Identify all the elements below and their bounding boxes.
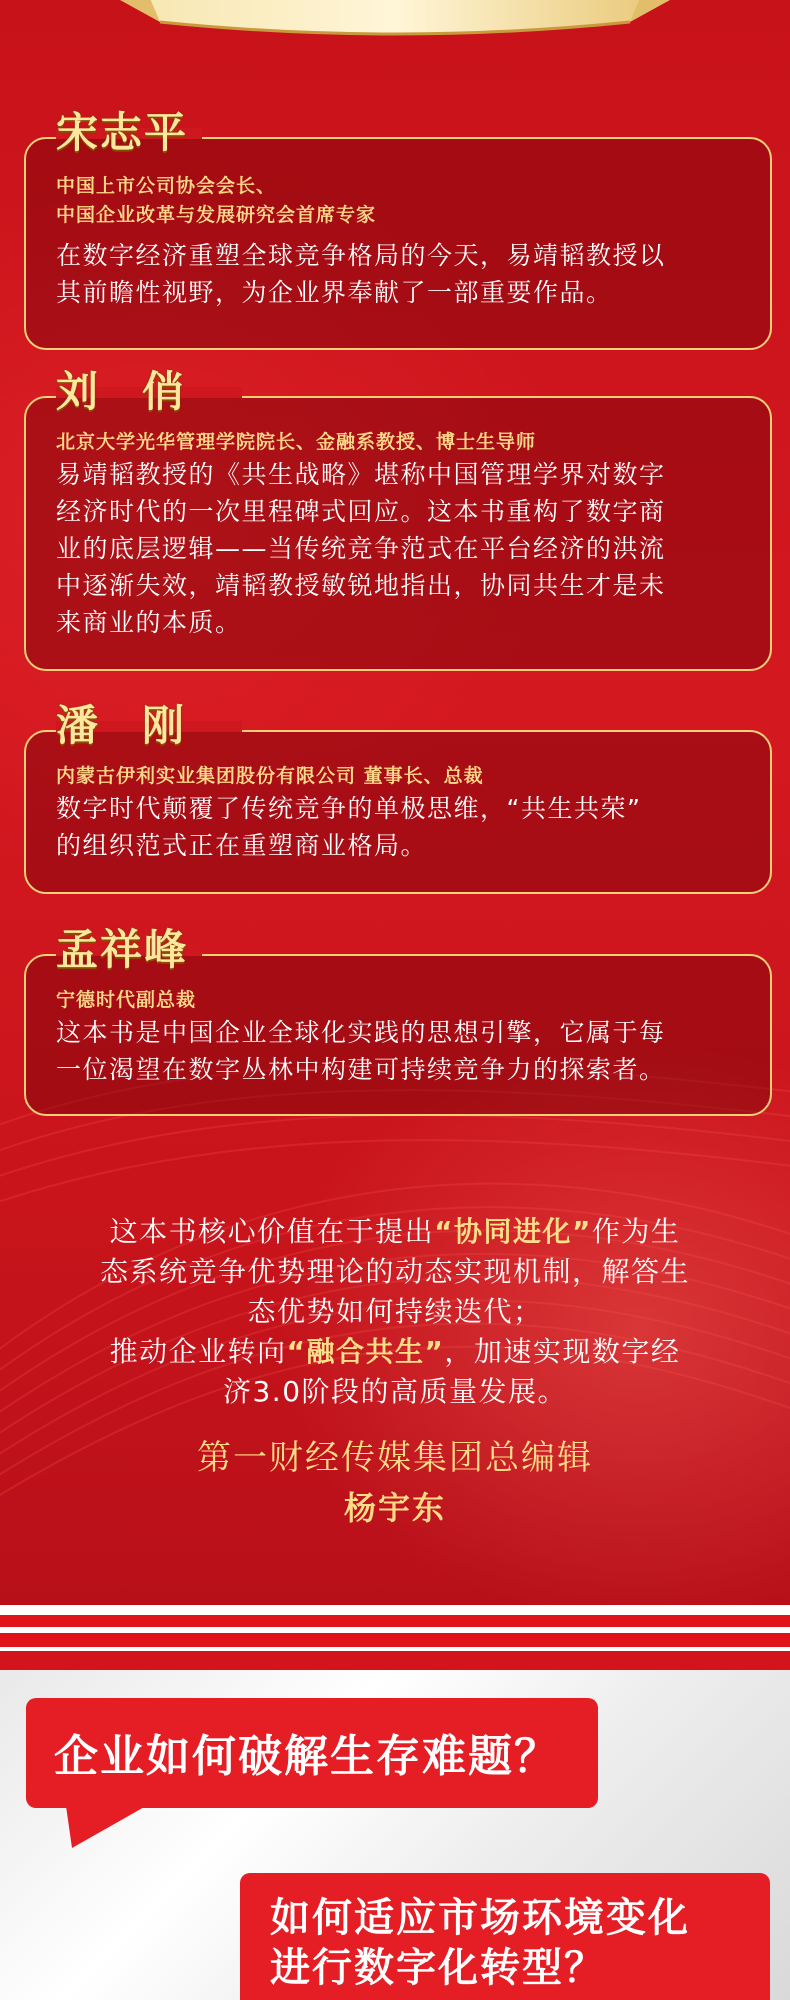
testimonial-name: 潘刚 [56,696,242,756]
testimonial-name: 刘俏 [56,362,242,422]
testimonial-title: 中国企业改革与发展研究会首席专家 [56,204,377,226]
speech-tail [66,1806,146,1848]
editor-name: 杨宇东 [343,1489,446,1527]
testimonial-body: 易靖韬教授的《共生战略》堪称中国管理学界对数字 经济时代的一次里程碑式回应。这本书重构了数字商 业的底层逻辑——当传统竞争范式在平台经济的洪流 中逐渐失效，靖韬教授敏锐地指出，协同共生才是未 来商业的本质。 [56,460,666,637]
testimonial-title: 中国上市公司协会会长、 [56,175,277,197]
editor-role: 第一财经传媒集团总编辑 [197,1438,593,1478]
testimonial-card-4 [24,925,772,1116]
divider-stripe [0,1651,790,1670]
summary-line: 推动企业转向“融合共生”，加速实现数字经 [109,1335,681,1368]
summary-line: 济3.0阶段的高质量发展。 [222,1375,568,1408]
summary-line: 这本书核心价值在于提出“协同进化”作为生 [109,1215,681,1248]
testimonial-title: 宁德时代副总裁 [56,989,197,1011]
question-text: 企业如何破解生存难题？ [54,1731,560,1782]
question-section [0,1670,790,2000]
testimonial-body: 数字时代颠覆了传统竞争的单极思维，“共生共荣” 的组织范式正在重塑商业格局。 [56,794,642,860]
testimonial-title: 内蒙古伊利实业集团股份有限公司 董事长、总裁 [56,765,484,787]
gold-scroll-banner-bottom [120,0,670,52]
summary-line: 态系统竞争优势理论的动态实现机制，解答生 [99,1255,690,1288]
divider-stripe [0,1605,790,1615]
question-bubble-2 [240,1873,770,2000]
testimonial-name: 孟祥峰 [56,920,202,980]
summary-line: 态优势如何持续迭代； [247,1295,543,1328]
question-text: 进行数字化转型？ [270,1945,606,1991]
testimonial-title: 北京大学光华管理学院院长、金融系教授、博士生导师 [56,431,537,453]
testimonial-body: 这本书是中国企业全球化实践的思想引擎，它属于每 一位渴望在数字丛林中构建可持续竞争力的探索者。 [56,1018,666,1084]
question-text: 如何适应市场环境变化 [270,1895,690,1941]
testimonial-card-1 [24,108,772,350]
testimonial-name: 宋志平 [56,103,202,163]
testimonial-card-2 [24,367,772,671]
summary-paragraph [40,1212,750,1412]
question-bubble-1 [26,1698,598,1808]
divider-stripe [0,1633,790,1647]
testimonial-card-3 [24,701,772,894]
divider-stripe [0,1615,790,1627]
testimonial-body: 在数字经济重塑全球竞争格局的今天，易靖韬教授以 其前瞻性视野，为企业界奉献了一部重要作品。 [56,241,666,307]
